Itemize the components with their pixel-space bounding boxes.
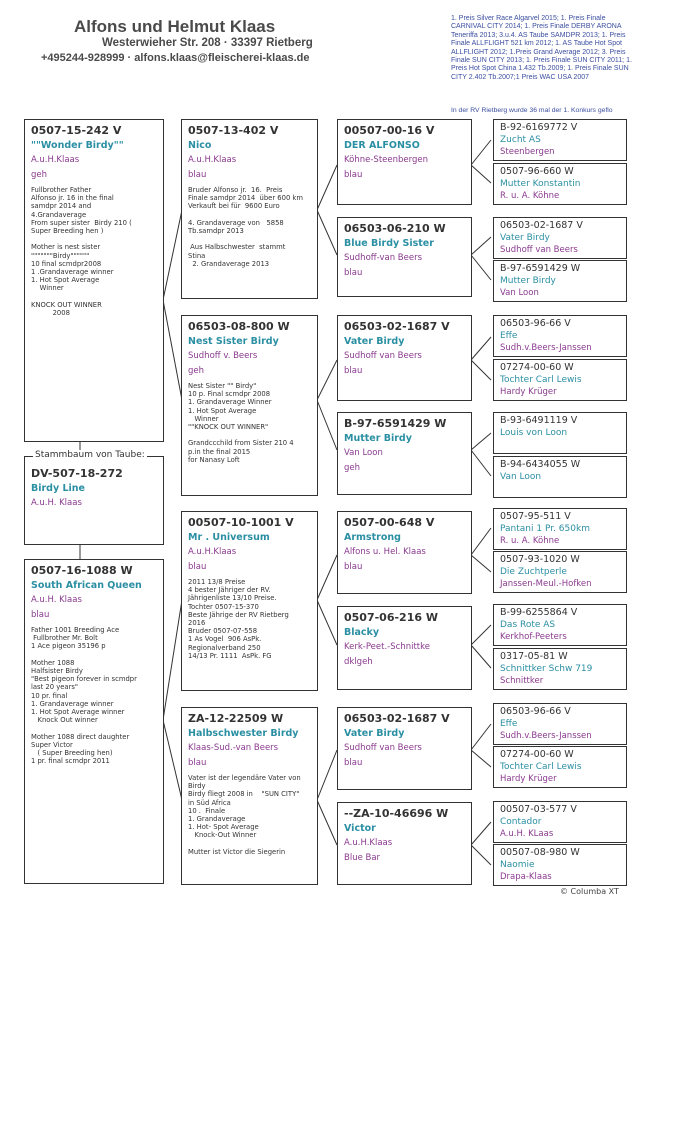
owner: Schnittker	[500, 676, 544, 686]
owner: Sudhoff-van Beers	[344, 253, 423, 263]
owner: Alfons u. Hel. Klaas	[344, 547, 426, 557]
owner: A.u.H.Klaas	[31, 155, 80, 165]
pigeon-name: Victor	[344, 823, 376, 834]
pigeon-name: Halbschwester Birdy	[188, 728, 299, 739]
gen4-card-14[interactable]	[493, 746, 627, 788]
pigeon-name: Armstrong	[344, 532, 401, 543]
copyright-footer: © Columba XT	[560, 887, 619, 896]
gen4-card-6[interactable]	[493, 359, 627, 401]
ring-number: 0507-15-242 V	[31, 124, 122, 137]
ring-number: 06503-02-1687 V	[344, 320, 450, 333]
ring-number: 0317-05-81 W	[500, 651, 568, 662]
pigeon-notes: Bruder Alfonso jr. 16. Preis Finale samdpr 2014 über 600 km Verkauft bei für 9600 Euro 4. Grandaverage von 5858 Tb.samdpr 2013 Aus Halbschwester stammt Stina 2. Grandaverage 2013	[188, 186, 303, 268]
owner: Kerk-Peet.-Schnittke	[344, 642, 430, 652]
owner: R. u. A. Köhne	[500, 536, 560, 546]
ring-number: 07274-00-60 W	[500, 749, 574, 760]
gen4-card-13[interactable]	[493, 703, 627, 745]
plumage-color: blau	[344, 758, 363, 768]
gen4-card-16[interactable]	[493, 844, 627, 886]
pigeon-name: Naomie	[500, 860, 535, 870]
pigeon-name: Nest Sister Birdy	[188, 336, 279, 347]
subject-card[interactable]	[24, 456, 164, 545]
owner: Sudh.v.Beers-Janssen	[500, 343, 592, 353]
gen4-card-15[interactable]	[493, 801, 627, 843]
owner: Sudhoff van Beers	[500, 245, 578, 255]
pigeon-name: Die Zuchtperle	[500, 567, 567, 577]
owner: Hardy Krüger	[500, 387, 557, 397]
ring-number: 0507-95-511 V	[500, 511, 571, 522]
pigeon-name: Das Rote AS	[500, 620, 556, 630]
breeder-address: Westerwieher Str. 208 · 33397 Rietberg	[102, 37, 313, 49]
pigeon-name: Contador	[500, 817, 542, 827]
plumage-color: blau	[188, 758, 207, 768]
pigeon-name: Nico	[188, 140, 212, 151]
pigeon-name: Mr . Universum	[188, 532, 270, 543]
gen4-card-1[interactable]	[493, 119, 627, 161]
prize-list: 1. Preis Silver Race Algarvel 2015; 1. Preis Finale CARNIVAL CITY 2014; 1. Preis Finale DERBY ARONA Teneriffa 2013; 3.u.4. AS Taube SAMDPR 2013; 1. Preis Finale ALLFLIGHT 521 km 2012; 1. AS Taube Hot Spot ALLFLIGHT 2012; 1.Preis Grand Average 2012; 3. Preis Finale SUN CITY 2013; 1. Preis Finale SUN CITY 2011; 1. Preis Hot Spot China 1.432 Tb.2009; 1. Preis Finale SUN CITY 2.402 Tb.2007;1 Preis WAC USA 2007	[451, 15, 632, 81]
owner: Sudhoff v. Beers	[188, 351, 258, 361]
owner: A.u.H.Klaas	[188, 547, 237, 557]
pigeon-name: Blacky	[344, 627, 380, 638]
owner: Steenbergen	[500, 147, 555, 157]
pigeon-name: Van Loon	[500, 472, 542, 482]
gen3-card-1[interactable]	[337, 119, 472, 205]
gen4-card-11[interactable]	[493, 604, 627, 646]
ring-number: 0507-00-648 V	[344, 516, 435, 529]
plumage-color: Blue Bar	[344, 853, 381, 863]
dam-card[interactable]	[24, 559, 164, 884]
pigeon-name: Pantani 1 Pr. 650km	[500, 524, 590, 534]
pigeon-name: Tochter Carl Lewis	[500, 762, 582, 772]
ring-number: 0507-96-660 W	[500, 166, 574, 177]
ring-number: ZA-12-22509 W	[188, 712, 284, 725]
ring-number: --ZA-10-46696 W	[344, 807, 449, 820]
rv-note: In der RV Rietberg wurde 36 mal der 1. Konkurs geflo	[451, 107, 613, 114]
pigeon-notes: Father 1001 Breeding Ace Fullbrother Mr. Bolt 1 Ace pigeon 35196 p Mother 1088 Halfsister Birdy "Best pigeon forever in scmdpr last 20 years" 10 pr. final 1. Grandaverage winner 1. Hot Spot Average winner Knock Out winner Mother 1088 direct daughter Super Victor ( Super Breeding hen) 1 pr. final scmdpr 2011	[31, 626, 137, 766]
owner	[500, 484, 620, 494]
ring-number: 06503-96-66 V	[500, 706, 571, 717]
owner: R. u. A. Köhne	[500, 191, 560, 201]
owner: Hardy Krüger	[500, 774, 557, 784]
ring-number: B-97-6591429 W	[344, 417, 447, 430]
owner: Van Loon	[500, 288, 539, 298]
ring-number: 00507-03-577 V	[500, 804, 577, 815]
pigeon-name: Effe	[500, 331, 518, 341]
plumage-color: geh	[31, 170, 48, 180]
gen3-card-4[interactable]	[337, 412, 472, 495]
ring-number: 07274-00-60 W	[500, 362, 574, 373]
owner: Kerkhof-Peeters	[500, 632, 567, 642]
ring-number: B-99-6255864 V	[500, 607, 578, 618]
pigeon-name: Mutter Birdy	[500, 276, 556, 286]
owner: A.u.H. KLaas	[500, 829, 554, 839]
gen3-card-6[interactable]	[337, 606, 472, 690]
plumage-color: blau	[188, 562, 207, 572]
owner: Sudhoff van Beers	[344, 743, 422, 753]
plumage-color: blau	[344, 366, 363, 376]
ring-number: 06503-02-1687 V	[344, 712, 450, 725]
pigeon-name: South African Queen	[31, 580, 142, 591]
owner: Sudhoff van Beers	[344, 351, 422, 361]
pigeon-name: Schnittker Schw 719	[500, 664, 593, 674]
pigeon-name: Zucht AS	[500, 135, 541, 145]
plumage-color: dklgeh	[344, 657, 373, 667]
pigeon-name: Effe	[500, 719, 518, 729]
ring-number: 00507-08-980 W	[500, 847, 580, 858]
breeder-contact: +495244-928999 · alfons.klaas@fleischerei-klaas.de	[41, 52, 310, 64]
ring-number: B-97-6591429 W	[500, 263, 581, 274]
owner	[500, 440, 620, 450]
plumage-color: blau	[344, 268, 363, 278]
gen2-card-3[interactable]	[181, 511, 318, 691]
gen4-card-5[interactable]	[493, 315, 627, 357]
pigeon-notes: 2011 13/8 Preise 4 bester Jähriger der RV. Jährigenliste 13/10 Preise. Tochter 0507-15-370 Beste Jährige der RV Rietberg 2016 Bruder 0507-07-558 1 As Vogel 906 AsPk. Regionalverband 250 14/13 Pr. 1111 AsPk. FG	[188, 578, 289, 660]
pigeon-name: Louis von Loon	[500, 428, 568, 438]
owner: Köhne-Steenbergen	[344, 155, 428, 165]
ring-number: 00507-10-1001 V	[188, 516, 294, 529]
ring-number: 06503-08-800 W	[188, 320, 290, 333]
ring-number: B-94-6434055 W	[500, 459, 581, 470]
gen4-card-9[interactable]	[493, 508, 627, 550]
ring-number: B-92-6169772 V	[500, 122, 578, 133]
ring-number: 00507-00-16 V	[344, 124, 435, 137]
ring-number: B-93-6491119 V	[500, 415, 578, 426]
owner: A.u.H. Klaas	[31, 595, 82, 605]
gen3-card-5[interactable]	[337, 511, 472, 594]
gen4-card-3[interactable]	[493, 217, 627, 259]
pigeon-notes: Nest Sister "" Birdy" 10 p. Final scmdpr 2008 1. Grandaverage Winner 1. Hot Spot Average Winner ""KNOCK OUT WINNER" Grandccchild from Sister 210 4 p.in the final 2015 for Nanasy Loft	[188, 382, 294, 464]
ring-number: 0507-16-1088 W	[31, 564, 133, 577]
owner: Klaas-Sud.-van Beers	[188, 743, 279, 753]
pigeon-notes: Fullbrother Father Alfonso jr. 16 in the final samdpr 2014 and 4.Grandaverage From super sister Birdy 210 ( Super Breeding hen ) Mother is nest sister """""""Birdy"""""" 10 final scmdpr2008 1 .Grandaverage winner 1. Hot Spot Average Winner KNOCK OUT WINNER 2008	[31, 186, 132, 318]
pigeon-name: Vater Birdy	[344, 336, 405, 347]
pigeon-name: ""Wonder Birdy""	[31, 140, 124, 151]
pigeon-name: Vater Birdy	[344, 728, 405, 739]
owner: Janssen-Meul.-Hofken	[500, 579, 592, 589]
pigeon-name: DER ALFONSO	[344, 140, 420, 151]
ring-number: 06503-06-210 W	[344, 222, 446, 235]
gen2-card-2[interactable]	[181, 315, 318, 496]
pigeon-name: Mutter Konstantin	[500, 179, 581, 189]
gen3-card-3[interactable]	[337, 315, 472, 401]
owner: Sudh.v.Beers-Janssen	[500, 731, 592, 741]
gen3-card-8[interactable]	[337, 802, 472, 885]
gen4-card-10[interactable]	[493, 551, 627, 593]
plumage-color: blau	[344, 562, 363, 572]
gen4-card-4[interactable]	[493, 260, 627, 302]
owner: A.u.H.Klaas	[344, 838, 393, 848]
breeder-name: Alfons und Helmut Klaas	[74, 17, 276, 36]
pigeon-name: Birdy Line	[31, 483, 85, 494]
gen4-card-2[interactable]	[493, 163, 627, 205]
owner: Drapa-Klaas	[500, 872, 552, 882]
sire-card[interactable]	[24, 119, 164, 442]
ring-number: DV-507-18-272	[31, 467, 123, 480]
plumage-color: blau	[188, 170, 207, 180]
ring-number: 06503-96-66 V	[500, 318, 571, 329]
ring-number: 0507-93-1020 W	[500, 554, 580, 565]
gen4-card-8[interactable]	[493, 456, 627, 498]
ring-number: 06503-02-1687 V	[500, 220, 583, 231]
pigeon-name: Mutter Birdy	[344, 433, 412, 444]
gen2-card-1[interactable]	[181, 119, 318, 299]
gen2-card-4[interactable]	[181, 707, 318, 885]
plumage-color: geh	[188, 366, 205, 376]
pigeon-notes: Vater ist der legendäre Vater von Birdy Birdy fliegt 2008 in "SUN CITY" in Süd Africa 10 . Finale 1. Grandaverage 1. Hot- Spot Average Knock-Out Winner Mutter ist Victor die Siegerin	[188, 774, 301, 856]
ring-number: 0507-06-216 W	[344, 611, 438, 624]
plumage-color: blau	[344, 170, 363, 180]
gen4-card-7[interactable]	[493, 412, 627, 454]
plumage-color: geh	[344, 463, 361, 473]
owner: Van Loon	[344, 448, 383, 458]
pigeon-name: Tochter Carl Lewis	[500, 375, 582, 385]
pigeon-name: Vater Birdy	[500, 233, 550, 243]
gen3-card-2[interactable]	[337, 217, 472, 297]
pigeon-name: Blue Birdy Sister	[344, 238, 434, 249]
gen4-card-12[interactable]	[493, 648, 627, 690]
pedigree-label: Stammbaum von Taube:	[35, 450, 145, 460]
owner: A.u.H. Klaas	[31, 498, 82, 508]
ring-number: 0507-13-402 V	[188, 124, 279, 137]
owner: A.u.H.Klaas	[188, 155, 237, 165]
gen3-card-7[interactable]	[337, 707, 472, 790]
plumage-color: blau	[31, 610, 50, 620]
